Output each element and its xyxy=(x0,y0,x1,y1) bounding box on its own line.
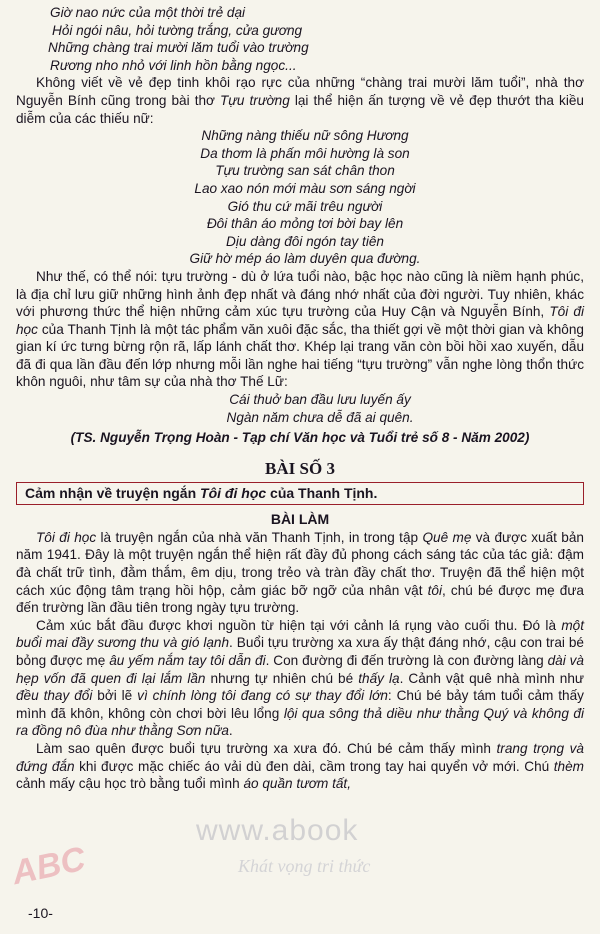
poem-line: Giữ hờ mép áo làm duyên qua đường. xyxy=(189,251,421,267)
essay-paragraph-3: Làm sao quên được buổi tựu trường xa xưa đó. Chú bé cảm thấy mình trang trọng và đứng đắn khi được mặc chiếc áo vải dù đen dài, cầm trong tay hai quyển vở mới. Chú thèm cảnh mấy cậu học trò bằng tuổi mình áo quần tươm tất, xyxy=(16,740,584,792)
poem-the-lu-quote xyxy=(16,391,584,426)
work-title: Tôi đi học xyxy=(200,484,267,501)
poem-line: Gió thu cứ mãi trêu người xyxy=(227,198,383,214)
poem-line: Da thơm là phấn môi hường là son xyxy=(200,145,410,161)
poem-line: Dịu dàng đôi ngón tay tiên xyxy=(226,233,384,249)
paragraph-nguyen-binh-intro: Không viết về vẻ đẹp tinh khôi rạo rực của những “chàng trai mười lăm tuổi”, nhà thơ Nguyễn Bính cũng trong bài thơ Tựu trường lại thể hiện ấn tượng về vẻ đẹp thướt tha kiều diễm của các thiếu nữ: xyxy=(16,75,584,126)
essay-heading: BÀI LÀM xyxy=(270,510,330,527)
abc-logo: ABC xyxy=(8,839,89,893)
poem-line: Đôi thân áo mỏng tơi bời bay lên xyxy=(206,216,404,232)
watermark-slogan: Khát vọng tri thức xyxy=(238,856,371,876)
poem-line: Hỏi ngói nâu, hỏi tường trắng, cửa gương xyxy=(52,22,303,38)
essay-paragraph-1: Tôi đi học là truyện ngắn của nhà văn Thanh Tịnh, in trong tập Quê mẹ và được xuất bản năm 1941. Đây là một truyện ngắn thể hiện rất đầy đủ phong cách sáng tác của tác giả: đậm đà chất trữ tình, đằm thắm, êm dịu, trong trẻo và tràn đầy chất thơ. Truyện đã thể hiện một cách xúc động tâm trạng hồi hộp, cảm giác bỡ ngỡ của nhân vật tôi, chú bé được mẹ đưa đến trường lần đầu tiên trong ngày tựu trường. xyxy=(16,529,584,616)
watermark-url: www.abook xyxy=(196,814,359,847)
assignment-prompt: Cảm nhận về truyện ngắn Tôi đi học của Thanh Tịnh. xyxy=(16,482,584,505)
poem-tuu-truong-excerpt xyxy=(16,127,584,268)
work-title: Tựu trường xyxy=(220,92,290,108)
paragraph-conclusion: Như thế, có thể nói: tựu trường - dù ở lứa tuổi nào, bậc học nào cũng là niềm hạnh phúc, là địa chỉ lưu giữ những hình ảnh đẹp nhất và đáng nhớ nhất của đời người. Tuy nhiên, khác với phương thức thể hiện những cảm xúc tựu trường của Huy Cận và Nguyễn Bính, Tôi đi học của Thanh Tịnh là một tác phẩm văn xuôi đặc sắc, tha thiết gợi về một thời gian và không gian kí ức tưng bừng rộn rã, lấp lánh chất thơ. Khép lại trang văn còn bồi hồi xao xuyến, dẫu đã đi qua lần đầu đến lớp nhưng mỗi lần nghe hai tiếng “tựu trường” vẫn nghe lòng thổn thức khôn nguôi, như tâm sự của nhà thơ Thế Lữ: xyxy=(16,268,584,390)
poem-line: Tựu trường san sát chân thon xyxy=(215,163,395,179)
poem-line: Lao xao nón mới màu sơn sáng ngời xyxy=(194,180,416,196)
poem-line: Cái thuở ban đầu lưu luyến ấy xyxy=(229,392,411,408)
poem-the-lu-excerpt xyxy=(50,4,584,74)
page-number: -10- xyxy=(28,905,53,921)
section-title: BÀI SỐ 3 xyxy=(265,458,335,478)
poem-line: Những chàng trai mười lăm tuổi vào trường xyxy=(48,40,309,56)
essay-paragraph-2: Cảm xúc bắt đầu được khơi nguồn từ hiện tại với cảnh lá rụng vào cuối thu. Đó là một buổi mai đầy sương thu và gió lạnh. Buổi tựu trường xa xưa ấy thật đáng nhớ, cậu con trai bé bỏng được mẹ âu yếm nắm tay tôi dẫn đi. Con đường đi đến trường là con đường làng dài và hẹp vốn đã quen đi lại lắm lần nhưng tự nhiên chú bé thấy lạ. Cảnh vật quê nhà mình như đều thay đổi bởi lẽ vì chính lòng tôi đang có sự thay đổi lớn: Chú bé bảy tám tuổi cảm thấy mình đã khôn, không còn chơi bời lêu lổng lội qua sông thả diều như thằng Quý và không đi ra đồng nô đùa như thằng Sơn nữa. xyxy=(16,617,585,739)
poem-line: Ngàn năm chưa dễ đã ai quên. xyxy=(226,409,414,425)
source-citation: (TS. Nguyễn Trọng Hoàn - Tạp chí Văn học và Tuổi trẻ số 8 - Năm 2002) xyxy=(70,430,530,446)
work-title: Tôi đi học xyxy=(16,304,584,337)
poem-line: Giờ nao nức của một thời trẻ dại xyxy=(50,5,246,20)
poem-line: Rương nho nhỏ với linh hồn bằng ngọc... xyxy=(50,57,297,73)
document-page xyxy=(16,4,584,793)
poem-line: Những nàng thiếu nữ sông Hương xyxy=(201,128,409,144)
